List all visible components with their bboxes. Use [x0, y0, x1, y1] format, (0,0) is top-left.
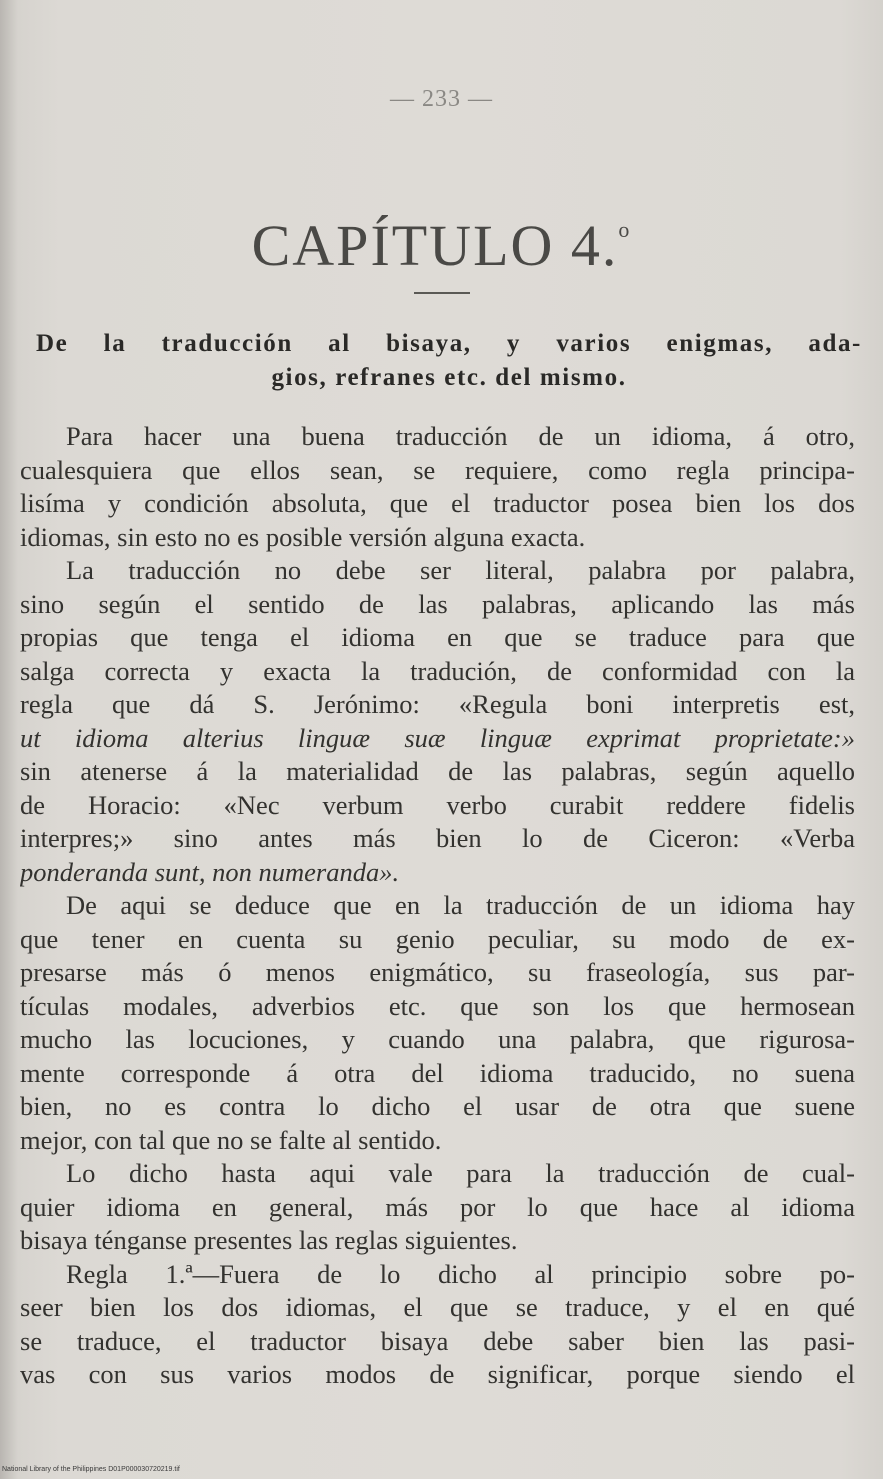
- body-line: idiomas, sin esto no es posible versión alguna exacta.: [20, 521, 586, 552]
- subtitle-line: gios, refranes etc. del mismo.: [271, 363, 627, 391]
- body-line: mejor, con tal que no se falte al sentido.: [20, 1124, 442, 1155]
- body-line: interpres;» sino antes más bien lo de Ciceron: «Verba: [20, 823, 855, 853]
- body-line: seer bien los dos idiomas, el que se traduce, y el en qué: [20, 1292, 855, 1322]
- body-line: ut idioma alterius linguæ suæ linguæ exprimat proprietate:»: [20, 722, 855, 753]
- body-line: De aqui se deduce que en la traducción de un idioma hay: [66, 890, 855, 920]
- body-line: sino según el sentido de las palabras, aplicando las más: [20, 588, 855, 619]
- chapter-title-text: CAPÍTULO 4.: [251, 213, 619, 278]
- body-line: quier idioma en general, más por lo que hace al idioma: [20, 1191, 855, 1222]
- body-line: presarse más ó menos enigmático, su fraseología, sus par-: [20, 957, 855, 987]
- body-line: Regla 1.ª—Fuera de lo dicho al principio sobre po-: [66, 1258, 855, 1289]
- body-line: regla que dá S. Jerónimo: «Regula boni interpretis est,: [20, 689, 855, 719]
- body-line: se traduce, el traductor bisaya debe saber bien las pasi-: [20, 1325, 855, 1356]
- body-line: vas con sus varios modos de significar, porque siendo el: [20, 1359, 855, 1389]
- body-text: [20, 420, 855, 1392]
- body-line: lisíma y condición absoluta, que el traductor posea bien los dos: [20, 488, 855, 518]
- body-line: que tener en cuenta su genio peculiar, su modo de ex-: [20, 923, 855, 954]
- body-line: Lo dicho hasta aqui vale para la traducción de cual-: [66, 1158, 855, 1188]
- body-line: propias que tenga el idioma en que se traduce para que: [20, 622, 855, 652]
- chapter-title: [0, 212, 883, 279]
- body-line: de Horacio: «Nec verbum verbo curabit reddere fidelis: [20, 789, 855, 820]
- body-line: sin atenerse á la materialidad de las palabras, según aquello: [20, 756, 855, 786]
- chapter-title-ordinal: o: [618, 217, 632, 242]
- subtitle-line: De la traducción al bisaya, y varios enigmas, ada-: [36, 330, 862, 357]
- chapter-subtitle: [36, 328, 862, 395]
- body-line: cualesquiera que ellos sean, se requiere, como regla principa-: [20, 454, 855, 485]
- title-divider: [414, 292, 470, 294]
- body-line: salga correcta y exacta la tradución, de conformidad con la: [20, 655, 855, 686]
- body-line: tículas modales, adverbios etc. que son los que hermosean: [20, 990, 855, 1021]
- scan-footer-caption: National Library of the Philippines D01P000030720219.tif: [2, 1466, 180, 1473]
- body-line: bien, no es contra lo dicho el usar de otra que suene: [20, 1091, 855, 1121]
- page-number: — 233 —: [390, 86, 493, 112]
- body-line: bisaya ténganse presentes las reglas siguientes.: [20, 1225, 518, 1255]
- body-line: mucho las locuciones, y cuando una palabra, que rigurosa-: [20, 1024, 855, 1054]
- body-line: La traducción no debe ser literal, palabra por palabra,: [66, 555, 855, 585]
- body-line: Para hacer una buena traducción de un idioma, á otro,: [66, 421, 855, 451]
- body-line: ponderanda sunt, non numeranda».: [20, 856, 400, 887]
- body-line: mente corresponde á otra del idioma traducido, no suena: [20, 1057, 855, 1088]
